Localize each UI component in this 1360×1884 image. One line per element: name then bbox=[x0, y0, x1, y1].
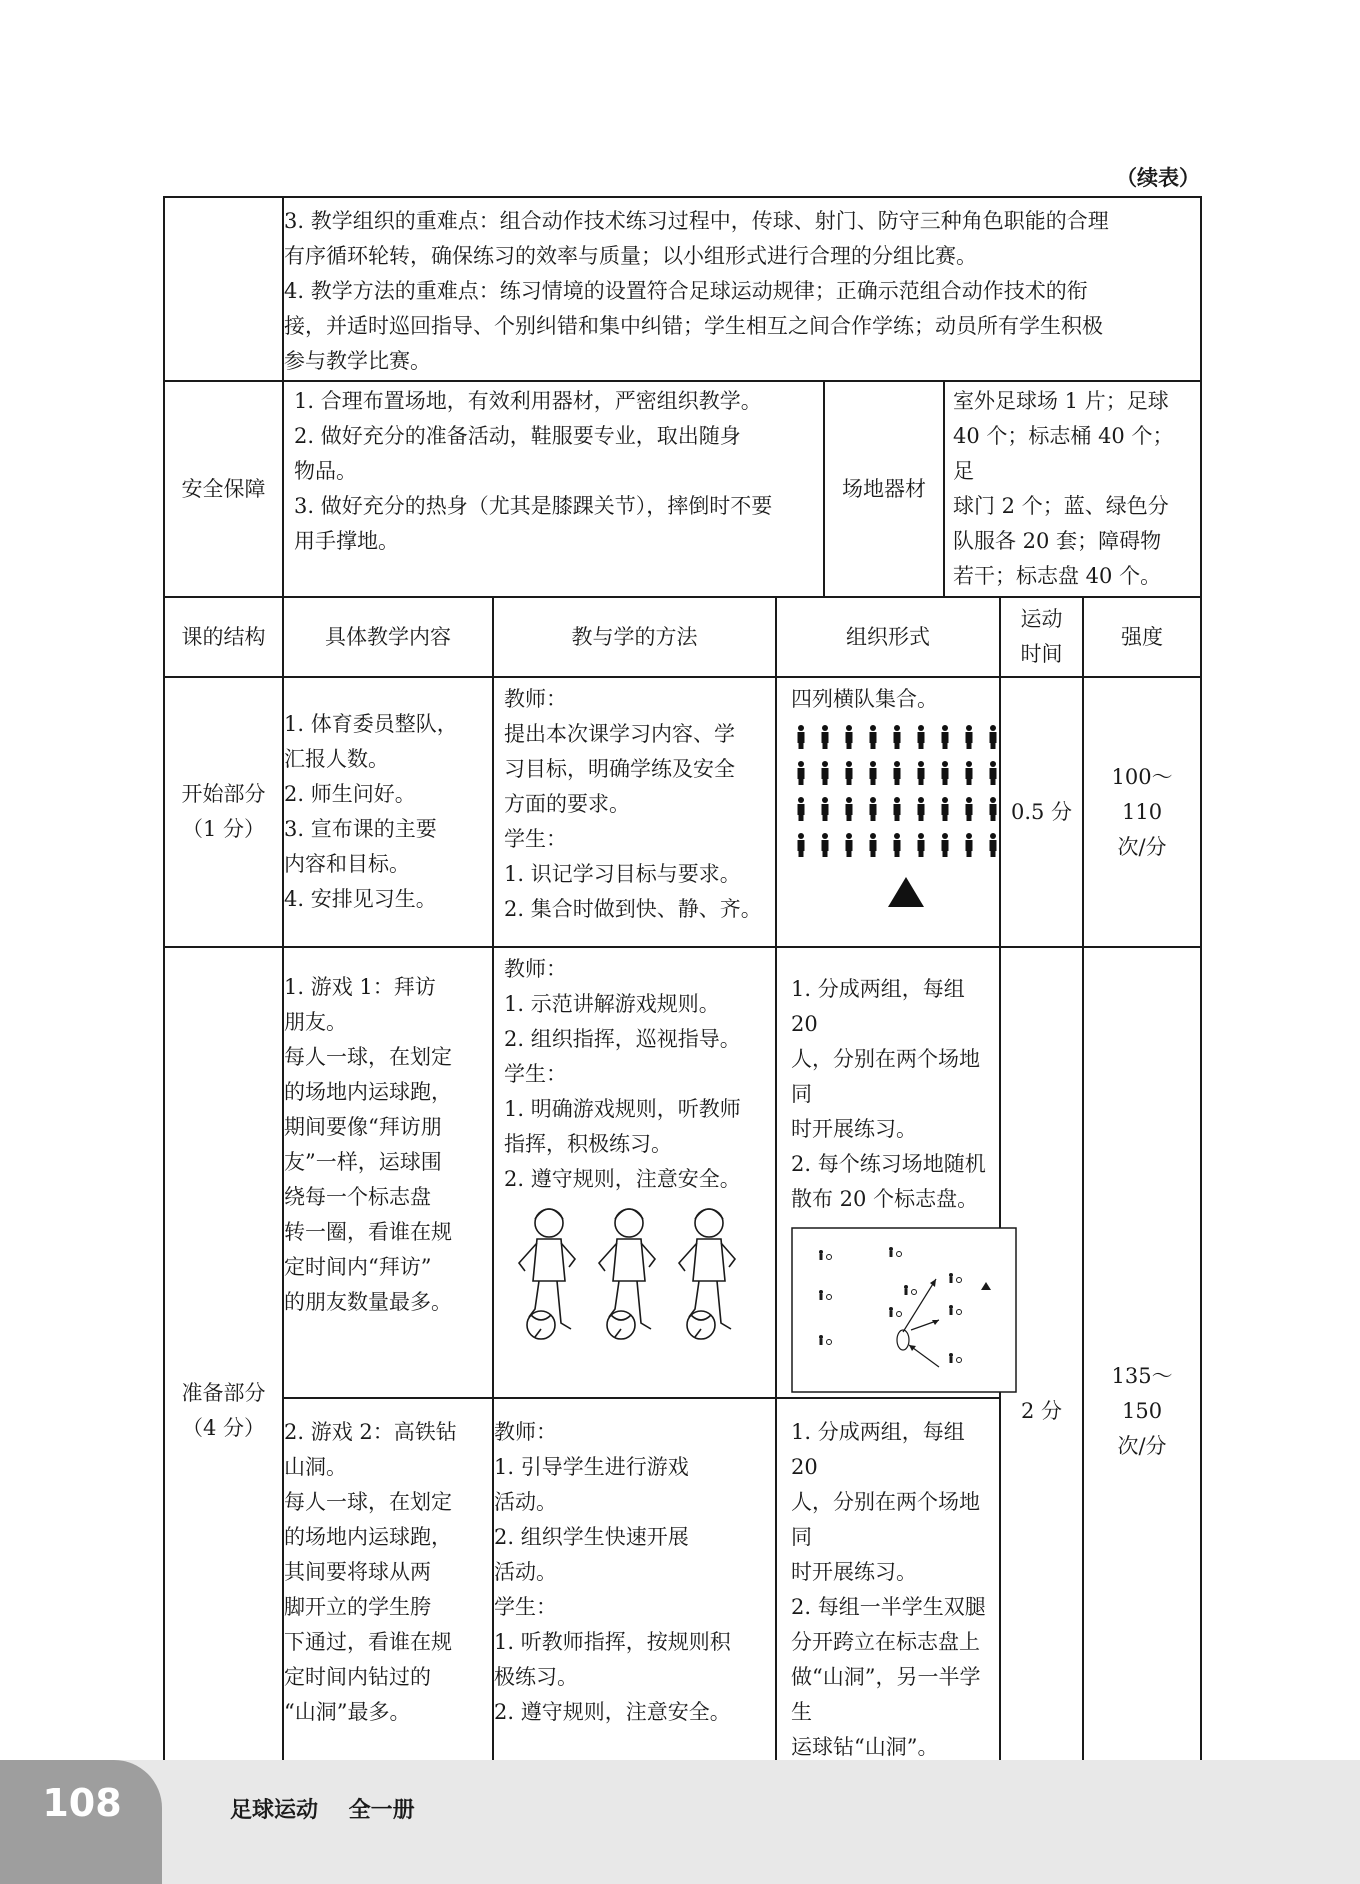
header-structure: 课的结构 bbox=[164, 597, 283, 677]
start-method-line-5: 学生： bbox=[504, 827, 567, 851]
student-figure-icon bbox=[942, 761, 949, 785]
safety-row bbox=[164, 381, 1201, 597]
game1-content-line-4: 的场地内运球跑， bbox=[284, 1080, 452, 1104]
student-figure-icon bbox=[918, 725, 925, 749]
game2-method-line-5: 活动。 bbox=[494, 1560, 557, 1584]
safety-line-2: 2. 做好充分的准备活动，鞋服要专业，取出随身 bbox=[294, 424, 741, 448]
prep-intensity bbox=[1083, 947, 1201, 1875]
game1-org-line-1: 1. 分成两组，每组 20 bbox=[791, 977, 965, 1036]
student-figure-icon bbox=[894, 833, 901, 857]
student-figure-icon bbox=[822, 725, 829, 749]
game2-org-line-7: 运球钻“山洞”。 bbox=[791, 1735, 939, 1759]
formation-diagram bbox=[791, 717, 1021, 927]
student-figure-icon bbox=[822, 761, 829, 785]
game1-method-line-5: 1. 明确游戏规则，听教师 bbox=[504, 1097, 741, 1121]
kids-dribbling-illustration bbox=[504, 1201, 754, 1346]
game1-method bbox=[493, 947, 776, 1398]
kid-dribbling-icon bbox=[599, 1209, 655, 1339]
safety-line-4: 3. 做好充分的热身（尤其是膝踝关节），摔倒时不要 bbox=[294, 494, 773, 518]
footer-band bbox=[0, 1760, 1360, 1884]
book-title-name: 足球运动 bbox=[230, 1798, 319, 1823]
game2-content-line-2: 山洞。 bbox=[284, 1455, 347, 1479]
game1-org-line-4: 2. 每个练习场地随机 bbox=[791, 1152, 986, 1176]
equipment-line-3: 球门 2 个；蓝、绿色分 bbox=[953, 494, 1169, 518]
game2-content-line-4: 的场地内运球跑， bbox=[284, 1525, 452, 1549]
start-intensity-line-1: 100～ bbox=[1111, 764, 1173, 789]
start-content-line-4: 3. 宣布课的主要 bbox=[284, 817, 437, 841]
student-figure-icon bbox=[990, 761, 997, 785]
student-figure-icon bbox=[942, 725, 949, 749]
difficulty-4-line-3: 参与教学比赛。 bbox=[284, 349, 431, 373]
teacher-triangle-icon bbox=[888, 877, 924, 907]
game1-content-line-2: 朋友。 bbox=[284, 1010, 347, 1034]
start-time: 0.5 分 bbox=[1000, 677, 1083, 947]
game1-content-line-3: 每人一球，在划定 bbox=[284, 1045, 452, 1069]
difficulty-4-line-2: 接，并适时巡回指导、个别纠错和集中纠错；学生相互之间合作学练；动员所有学生积极 bbox=[284, 314, 1103, 338]
start-method-line-1: 教师： bbox=[504, 687, 567, 711]
student-figure-icon bbox=[798, 725, 805, 749]
start-organization bbox=[776, 677, 1000, 947]
game1-content-line-8: 转一圈，看谁在规 bbox=[284, 1220, 452, 1244]
student-figure-icon bbox=[894, 797, 901, 821]
game2-method-line-9: 2. 遵守规则，注意安全。 bbox=[494, 1700, 731, 1724]
difficulty-3-line-1: 3. 教学组织的重难点：组合动作技术练习过程中，传球、射门、防守三种角色职能的合理 bbox=[284, 209, 1109, 233]
game2-method-line-2: 1. 引导学生进行游戏 bbox=[494, 1455, 689, 1479]
game2-org-line-5: 分开跨立在标志盘上 bbox=[791, 1630, 980, 1654]
student-figure-icon bbox=[798, 797, 805, 821]
student-figure-icon bbox=[870, 725, 877, 749]
safety-line-1: 1. 合理布置场地，有效利用器材，严密组织教学。 bbox=[294, 389, 762, 413]
student-figure-icon bbox=[918, 797, 925, 821]
prep-label: 准备部分 bbox=[181, 1381, 266, 1405]
start-content-line-1: 1. 体育委员整队， bbox=[284, 712, 458, 736]
game2-org-line-1: 1. 分成两组，每组 20 bbox=[791, 1420, 965, 1479]
student-figure-icon bbox=[990, 797, 997, 821]
continued-label: （续表） bbox=[1116, 166, 1200, 190]
header-content: 具体教学内容 bbox=[283, 597, 493, 677]
game2-content-line-7: 下通过，看谁在规 bbox=[284, 1630, 452, 1654]
student-figure-icon bbox=[798, 761, 805, 785]
difficulty-3-line-2: 有序循环轮转，确保练习的效率与质量；以小组形式进行合理的分组比赛。 bbox=[284, 244, 977, 268]
prep-duration: （4 分） bbox=[181, 1416, 266, 1440]
difficulties-label-cell bbox=[164, 197, 283, 381]
start-method-line-3: 习目标，明确学练及安全 bbox=[504, 757, 735, 781]
game1-method-line-6: 指挥，积极练习。 bbox=[504, 1132, 672, 1156]
start-organization-title: 四列横队集合。 bbox=[791, 687, 938, 711]
student-figure-icon bbox=[894, 725, 901, 749]
prep-intensity-line-2: 150 bbox=[1121, 1398, 1163, 1423]
start-content-line-2: 汇报人数。 bbox=[284, 747, 389, 771]
safety-line-5: 用手撑地。 bbox=[294, 529, 399, 553]
game1-method-line-4: 学生： bbox=[504, 1062, 567, 1086]
student-figure-icon bbox=[918, 833, 925, 857]
student-figure-icon bbox=[822, 797, 829, 821]
header-time bbox=[1000, 597, 1083, 677]
student-figure-icon bbox=[966, 797, 973, 821]
student-figure-icon bbox=[918, 761, 925, 785]
game1-content-line-5: 期间要像“拜访朋 bbox=[284, 1115, 442, 1139]
equipment-label: 场地器材 bbox=[824, 381, 944, 597]
lesson-plan-table bbox=[163, 196, 1202, 1876]
student-figure-icon bbox=[846, 761, 853, 785]
difficulties-cell bbox=[283, 197, 1201, 381]
prep-label-cell bbox=[164, 947, 283, 1875]
game1-organization bbox=[776, 947, 1000, 1398]
game2-org-line-6: 做“山洞”，另一半学生 bbox=[791, 1665, 981, 1724]
start-intensity-line-3: 次/分 bbox=[1117, 834, 1167, 859]
game2-content-line-9: “山洞”最多。 bbox=[284, 1700, 411, 1724]
equipment-line-1: 室外足球场 1 片；足球 bbox=[953, 389, 1169, 413]
header-row bbox=[164, 597, 1201, 677]
game2-method-line-6: 学生： bbox=[494, 1595, 557, 1619]
student-figure-icon bbox=[870, 833, 877, 857]
start-method-line-4: 方面的要求。 bbox=[504, 792, 630, 816]
game1-org-line-2: 人，分别在两个场地同 bbox=[791, 1047, 980, 1106]
page-number: 108 bbox=[42, 1781, 122, 1825]
start-method-line-6: 1. 识记学习目标与要求。 bbox=[504, 862, 741, 886]
kid-dribbling-icon bbox=[679, 1209, 735, 1339]
game2-content-line-6: 脚开立的学生胯 bbox=[284, 1595, 431, 1619]
header-intensity: 强度 bbox=[1083, 597, 1201, 677]
game1-method-line-1: 教师： bbox=[504, 957, 567, 981]
game2-method-line-8: 极练习。 bbox=[494, 1665, 578, 1689]
start-label: 开始部分 bbox=[181, 782, 266, 806]
game1-method-line-7: 2. 遵守规则，注意安全。 bbox=[504, 1167, 741, 1191]
start-method bbox=[493, 677, 776, 947]
game2-content-line-8: 定时间内钻过的 bbox=[284, 1665, 431, 1689]
game1-org-line-3: 时开展练习。 bbox=[791, 1117, 917, 1141]
field-diagram bbox=[791, 1227, 1017, 1393]
difficulties-row bbox=[164, 197, 1201, 381]
student-figure-icon bbox=[990, 725, 997, 749]
student-figure-icon bbox=[990, 833, 997, 857]
student-figure-icon bbox=[966, 761, 973, 785]
game2-org-line-2: 人，分别在两个场地同 bbox=[791, 1490, 980, 1549]
game2-method-line-4: 2. 组织学生快速开展 bbox=[494, 1525, 689, 1549]
student-figure-icon bbox=[966, 833, 973, 857]
game2-content-line-3: 每人一球，在划定 bbox=[284, 1490, 452, 1514]
safety-label: 安全保障 bbox=[164, 381, 283, 597]
student-figure-icon bbox=[870, 797, 877, 821]
game2-method-line-7: 1. 听教师指挥，按规则积 bbox=[494, 1630, 731, 1654]
game1-content-line-10: 的朋友数量最多。 bbox=[284, 1290, 452, 1314]
header-time-line-1: 运动 bbox=[1020, 607, 1063, 631]
student-figure-icon bbox=[846, 797, 853, 821]
student-figure-icon bbox=[798, 833, 805, 857]
prep-intensity-line-1: 135～ bbox=[1111, 1363, 1173, 1388]
game2-org-line-3: 时开展练习。 bbox=[791, 1560, 917, 1584]
equipment-line-5: 若干；标志盘 40 个。 bbox=[953, 564, 1162, 588]
header-time-line-2: 时间 bbox=[1020, 642, 1063, 666]
safety-line-3: 物品。 bbox=[294, 459, 357, 483]
equipment-content bbox=[944, 381, 1201, 597]
start-duration: （1 分） bbox=[181, 817, 266, 841]
start-content-line-3: 2. 师生问好。 bbox=[284, 782, 416, 806]
start-intensity-line-2: 110 bbox=[1121, 799, 1163, 824]
student-figure-icon bbox=[942, 833, 949, 857]
book-title bbox=[230, 1793, 415, 1824]
student-figure-icon bbox=[966, 725, 973, 749]
game1-method-line-3: 2. 组织指挥，巡视指导。 bbox=[504, 1027, 741, 1051]
game1-content bbox=[283, 947, 493, 1398]
start-method-line-2: 提出本次课学习内容、学 bbox=[504, 722, 735, 746]
prep-intensity-line-3: 次/分 bbox=[1117, 1433, 1167, 1458]
safety-content bbox=[283, 381, 824, 597]
start-intensity bbox=[1083, 677, 1201, 947]
student-figure-icon bbox=[870, 761, 877, 785]
start-content-line-6: 4. 安排见习生。 bbox=[284, 887, 437, 911]
game1-content-line-7: 绕每一个标志盘 bbox=[284, 1185, 431, 1209]
student-figure-icon bbox=[894, 761, 901, 785]
student-figure-icon bbox=[822, 833, 829, 857]
game2-org-line-4: 2. 每组一半学生双腿 bbox=[791, 1595, 986, 1619]
game2-content-line-1: 2. 游戏 2：高铁钻 bbox=[284, 1420, 457, 1444]
prep-game1-row bbox=[164, 947, 1201, 1398]
kid-dribbling-icon bbox=[519, 1209, 575, 1339]
game2-content-line-5: 其间要将球从两 bbox=[284, 1560, 431, 1584]
difficulty-4-line-1: 4. 教学方法的重难点：练习情境的设置符合足球运动规律；正确示范组合动作技术的衔 bbox=[284, 279, 1088, 303]
start-row bbox=[164, 677, 1201, 947]
header-method: 教与学的方法 bbox=[493, 597, 776, 677]
student-figure-icon bbox=[942, 797, 949, 821]
game1-org-line-5: 散布 20 个标志盘。 bbox=[791, 1187, 979, 1211]
start-content bbox=[283, 677, 493, 947]
game1-content-line-9: 定时间内“拜访” bbox=[284, 1255, 432, 1279]
game2-method-line-1: 教师： bbox=[494, 1420, 557, 1444]
equipment-line-4: 队服各 20 套；障碍物 bbox=[953, 529, 1162, 553]
prep-time: 2 分 bbox=[1000, 947, 1083, 1875]
game1-content-line-6: 友”一样，运球围 bbox=[284, 1150, 442, 1174]
header-organization: 组织形式 bbox=[776, 597, 1000, 677]
student-figure-icon bbox=[846, 833, 853, 857]
start-label-cell bbox=[164, 677, 283, 947]
student-figure-icon bbox=[846, 725, 853, 749]
start-content-line-5: 内容和目标。 bbox=[284, 852, 410, 876]
start-method-line-7: 2. 集合时做到快、静、齐。 bbox=[504, 897, 762, 921]
book-title-volume: 全一册 bbox=[348, 1798, 415, 1823]
game1-content-line-1: 1. 游戏 1：拜访 bbox=[284, 975, 436, 999]
game2-method-line-3: 活动。 bbox=[494, 1490, 557, 1514]
equipment-line-2: 40 个；标志桶 40 个；足 bbox=[953, 424, 1174, 483]
game1-method-line-2: 1. 示范讲解游戏规则。 bbox=[504, 992, 720, 1016]
